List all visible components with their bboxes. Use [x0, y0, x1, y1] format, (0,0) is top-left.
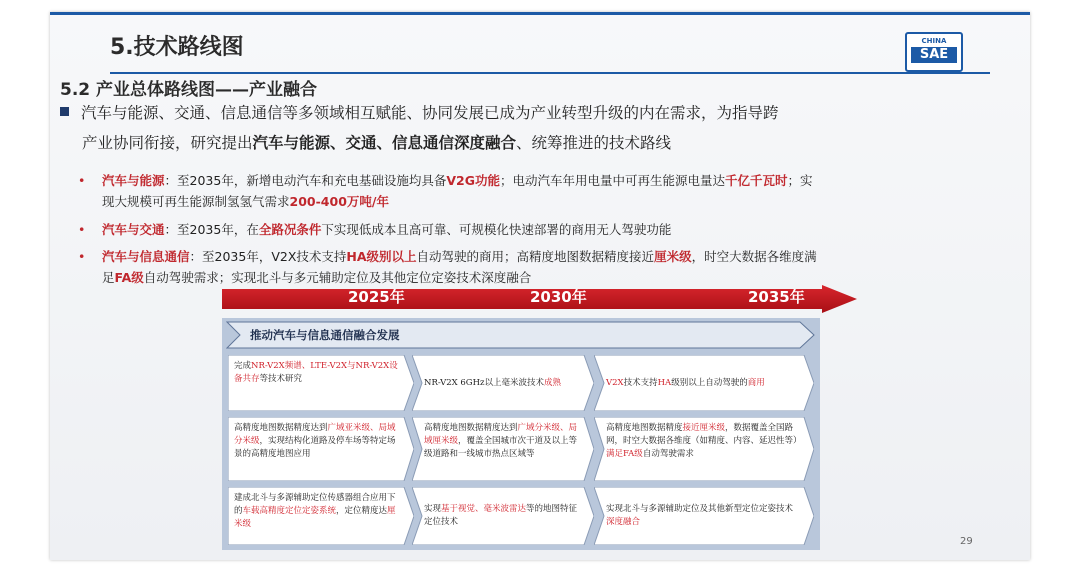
- roadmap-cell-r3c3: [594, 487, 814, 545]
- cell-highlight: 厘米级: [234, 506, 396, 529]
- cell-text: 完成: [234, 361, 252, 371]
- cell-highlight: 商用: [747, 378, 765, 388]
- bullet-energy-text-1: ：至2035年，新增电动汽车和充电基础设施均具备: [164, 173, 447, 188]
- bullet-energy-text-3: ；电动汽车年用电量中可再生能源电量达: [499, 173, 725, 188]
- bullet-traffic: [80, 219, 940, 240]
- cell-highlight: 广域分米级、局域厘米级: [424, 423, 578, 446]
- bullet-info-text-2: HA级别以上: [346, 249, 417, 264]
- timeline-year-2035: 2035年: [748, 288, 805, 306]
- cell-highlight: 成熟: [543, 378, 561, 388]
- bullet-traffic-text-1: ：至2035年，在: [164, 222, 259, 237]
- bullet-dot-icon: •: [78, 249, 86, 264]
- logo-top-text: CHINA: [921, 37, 947, 45]
- bullet-dot-icon: •: [78, 173, 86, 188]
- bullet-info-text-3: 自动驾驶的商用；高精度地图数据精度接近: [416, 249, 655, 264]
- bullet-dot-icon: •: [78, 222, 86, 237]
- bullet-energy-text-5: ；实: [787, 173, 813, 188]
- bullet-info-label: 汽车与信息通信: [102, 249, 190, 264]
- bullet-info-text-6: 足: [102, 270, 115, 285]
- cell-text: ，定位精度达: [336, 506, 388, 516]
- cell-text: 等技术研究: [259, 374, 303, 384]
- roadmap-cell-r2c1: [228, 417, 414, 481]
- bullet-info-text-5: ，时空大数据各维度满: [691, 249, 817, 264]
- cell-text: 技术支持: [623, 378, 658, 388]
- title-divider: [110, 72, 990, 74]
- cell-text: 高精度地图数据精度达到: [424, 423, 518, 433]
- bullet-info-text-4: 厘米级: [654, 249, 692, 264]
- bullet-info-text-8: 自动驾驶需求；实现北斗与多元辅助定位及其他定位定姿技术深度融合: [143, 270, 532, 285]
- intro-paragraph: [60, 98, 950, 158]
- roadmap-cell-r2c3: [594, 417, 814, 481]
- intro-line-2c: 、统筹推进的技术路线: [516, 134, 672, 152]
- cell-highlight: 基于视觉、毫米波雷达: [441, 504, 527, 514]
- bullet-traffic-label: 汽车与交通: [102, 222, 165, 237]
- bullet-energy-text-7: 200-400万吨/年: [289, 194, 389, 209]
- cell-text: ，覆盖全国城市次干道及以上等级道路和一线城市热点区域等: [424, 436, 578, 459]
- intro-line-2a: 产业协同衔接，研究提出: [82, 134, 253, 152]
- bullet-info: [80, 246, 940, 288]
- cell-highlight: NR-V2X频谱、LTE-V2X与NR-V2X设备共存: [234, 361, 398, 384]
- bullet-traffic-text-3: 下实现低成本且高可靠、可规模化快速部署的商用无人驾驶功能: [321, 222, 672, 237]
- roadmap-cell-r2c2: [412, 417, 594, 481]
- top-accent-line: [50, 12, 1030, 15]
- cell-text: 高精度地图数据精度: [606, 423, 683, 433]
- cell-text: 级别以上自动驾驶的: [671, 378, 748, 388]
- bullet-traffic-text-2: 全路况条件: [258, 222, 322, 237]
- logo-main-text: SAE: [911, 47, 957, 63]
- bullet-info-text-7: FA级: [114, 270, 144, 285]
- cell-highlight: V2X: [606, 378, 624, 388]
- roadmap-cell-r1c2: [412, 355, 594, 411]
- cell-highlight: 接近厘米级: [682, 423, 726, 433]
- bullet-energy-label: 汽车与能源: [102, 173, 165, 188]
- cell-highlight: 广域亚米级、局域分米级: [234, 423, 396, 446]
- page-title: 5.技术路线图: [110, 35, 244, 60]
- bullet-info-text-1: ：至2035年，V2X技术支持: [189, 249, 347, 264]
- bullet-energy-text-4: 千亿千瓦时: [724, 173, 788, 188]
- roadmap-cell-r1c3: [594, 355, 814, 411]
- bullet-energy-text-6: 现大规模可再生能源制氢氢气需求: [102, 194, 290, 209]
- timeline-year-2030: 2030年: [530, 288, 587, 306]
- roadmap-banner-text: 推动汽车与信息通信融合发展: [250, 328, 400, 342]
- intro-line-2b: 汽车与能源、交通、信息通信深度融合: [252, 134, 517, 152]
- cell-highlight: 深度融合: [606, 517, 641, 527]
- cell-text: 实现北斗与多源辅助定位及其他新型定位定姿技术: [606, 504, 794, 514]
- cell-highlight: 车载高精度定位定姿系统: [242, 506, 337, 516]
- cell-text: 实现: [424, 504, 442, 514]
- bullet-energy-text-2: V2G功能: [446, 173, 500, 188]
- page-number: 29: [960, 536, 973, 547]
- intro-line-1: 汽车与能源、交通、信息通信等多领域相互赋能、协同发展已成为产业转型升级的内在需求，为指导跨: [81, 104, 779, 122]
- bullet-energy: [80, 170, 940, 212]
- roadmap-cell-r3c2: [412, 487, 594, 545]
- timeline-year-2025: 2025年: [348, 288, 405, 306]
- cell-text: 自动驾驶需求: [642, 449, 694, 459]
- cell-highlight: 满足FA级: [606, 449, 643, 459]
- china-sae-logo: [905, 32, 963, 72]
- cell-text: ，数据覆盖全国路网，时空大数据各维度（如精度、内容、延迟性等）: [606, 423, 802, 446]
- square-bullet-icon: [60, 107, 69, 116]
- cell-text: 高精度地图数据精度达到: [234, 423, 328, 433]
- cell-text: ，实现结构化道路及停车场等特定场景的高精度地图应用: [234, 436, 396, 459]
- cell-text: 等的地图特征定位技术: [424, 504, 578, 527]
- cell-text: NR-V2X 6GHz以上毫米波技术: [424, 378, 544, 388]
- roadmap-cell-r1c1: [228, 355, 414, 411]
- cell-highlight: HA: [657, 378, 672, 388]
- cell-text: 建成北斗与多源辅助定位传感器组合应用下的: [234, 493, 396, 516]
- section-subtitle: 5.2 产业总体路线图——产业融合: [60, 80, 318, 100]
- roadmap-cell-r3c1: [228, 487, 414, 545]
